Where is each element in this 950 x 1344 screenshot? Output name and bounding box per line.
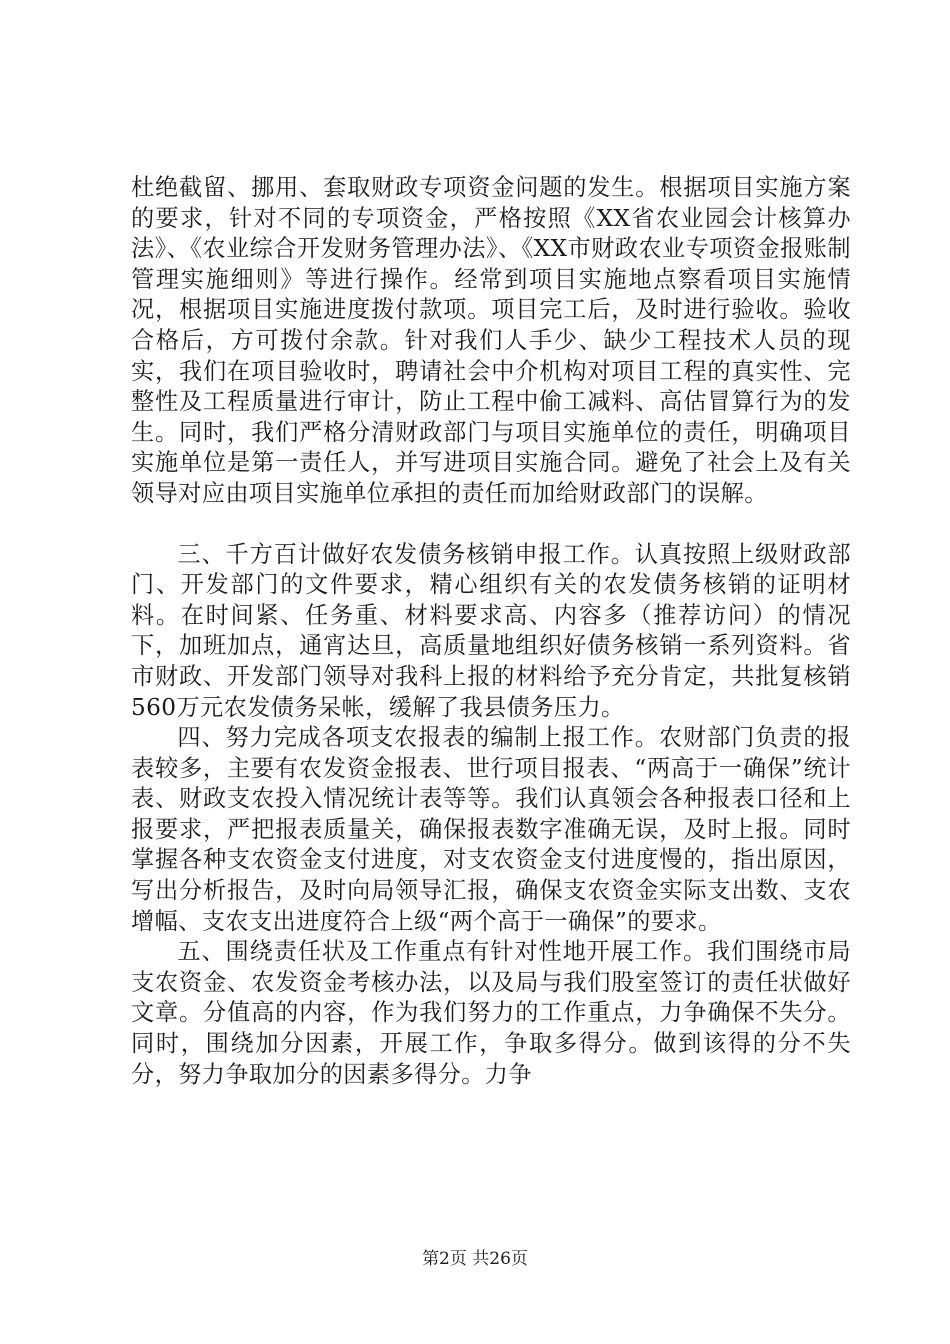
- paragraph-section-4: 四、努力完成各项支农报表的编制上报工作。农财部门负责的报表较多，主要有农发资金报表、世行项目报表、“两高于一确保”统计表、财政支农投入情况统计表等等。我们认真领会各种报表口径和上报要求，严把报表质量关，确保报表数字准确无误，及时上报。同时掌握各种支农资金支付进度，对支农资金支付进度慢的，指出原因，写出分析报告，及时向局领导汇报，确保支农资金实际支出数、支农增幅、支农支出进度符合上级“两个高于一确保”的要求。: [131, 724, 851, 935]
- paragraph-section-3: 三、千方百计做好农发债务核销申报工作。认真按照上级财政部门、开发部门的文件要求，精心组织有关的农发债务核销的证明材料。在时间紧、任务重、材料要求高、内容多（推荐访问）的情况下，加班加点，通宵达旦，高质量地组织好债务核销一系列资料。省市财政、开发部门领导对我科上报的材料给予充分肯定，共批复核销560万元农发债务呆帐，缓解了我县债务压力。: [131, 540, 851, 721]
- paragraph-section-5: 五、围绕责任状及工作重点有针对性地开展工作。我们围绕市局支农资金、农发资金考核办法，以及局与我们股室签订的责任状做好文章。分值高的内容，作为我们努力的工作重点，力争确保不失分。同时，围绕加分因素，开展工作，争取多得分。做到该得的分不失分，努力争取加分的因素多得分。力争: [131, 938, 851, 1088]
- page-number-footer: 第2页 共26页: [422, 1249, 528, 1269]
- paragraph-continuation: 杜绝截留、挪用、套取财政专项资金问题的发生。根据项目实施方案的要求，针对不同的专项资金，严格按照《XX省农业园会计核算办法》、《农业综合开发财务管理办法》、《XX市财政农业专项资金报账制管理实施细则》等进行操作。经常到项目实施地点察看项目实施情况，根据项目实施进度拨付款项。项目完工后，及时进行验收。验收合格后，方可拨付余款。针对我们人手少、缺少工程技术人员的现实，我们在项目验收时，聘请社会中介机构对项目工程的真实性、完整性及工程质量进行审计，防止工程中偷工减料、高估冒算行为的发生。同时，我们严格分清财政部门与项目实施单位的责任，明确项目实施单位是第一责任人，并写进项目实施合同。避免了社会上及有关领导对应由项目实施单位承担的责任而加给财政部门的误解。: [131, 174, 851, 507]
- document-body: [131, 173, 851, 1090]
